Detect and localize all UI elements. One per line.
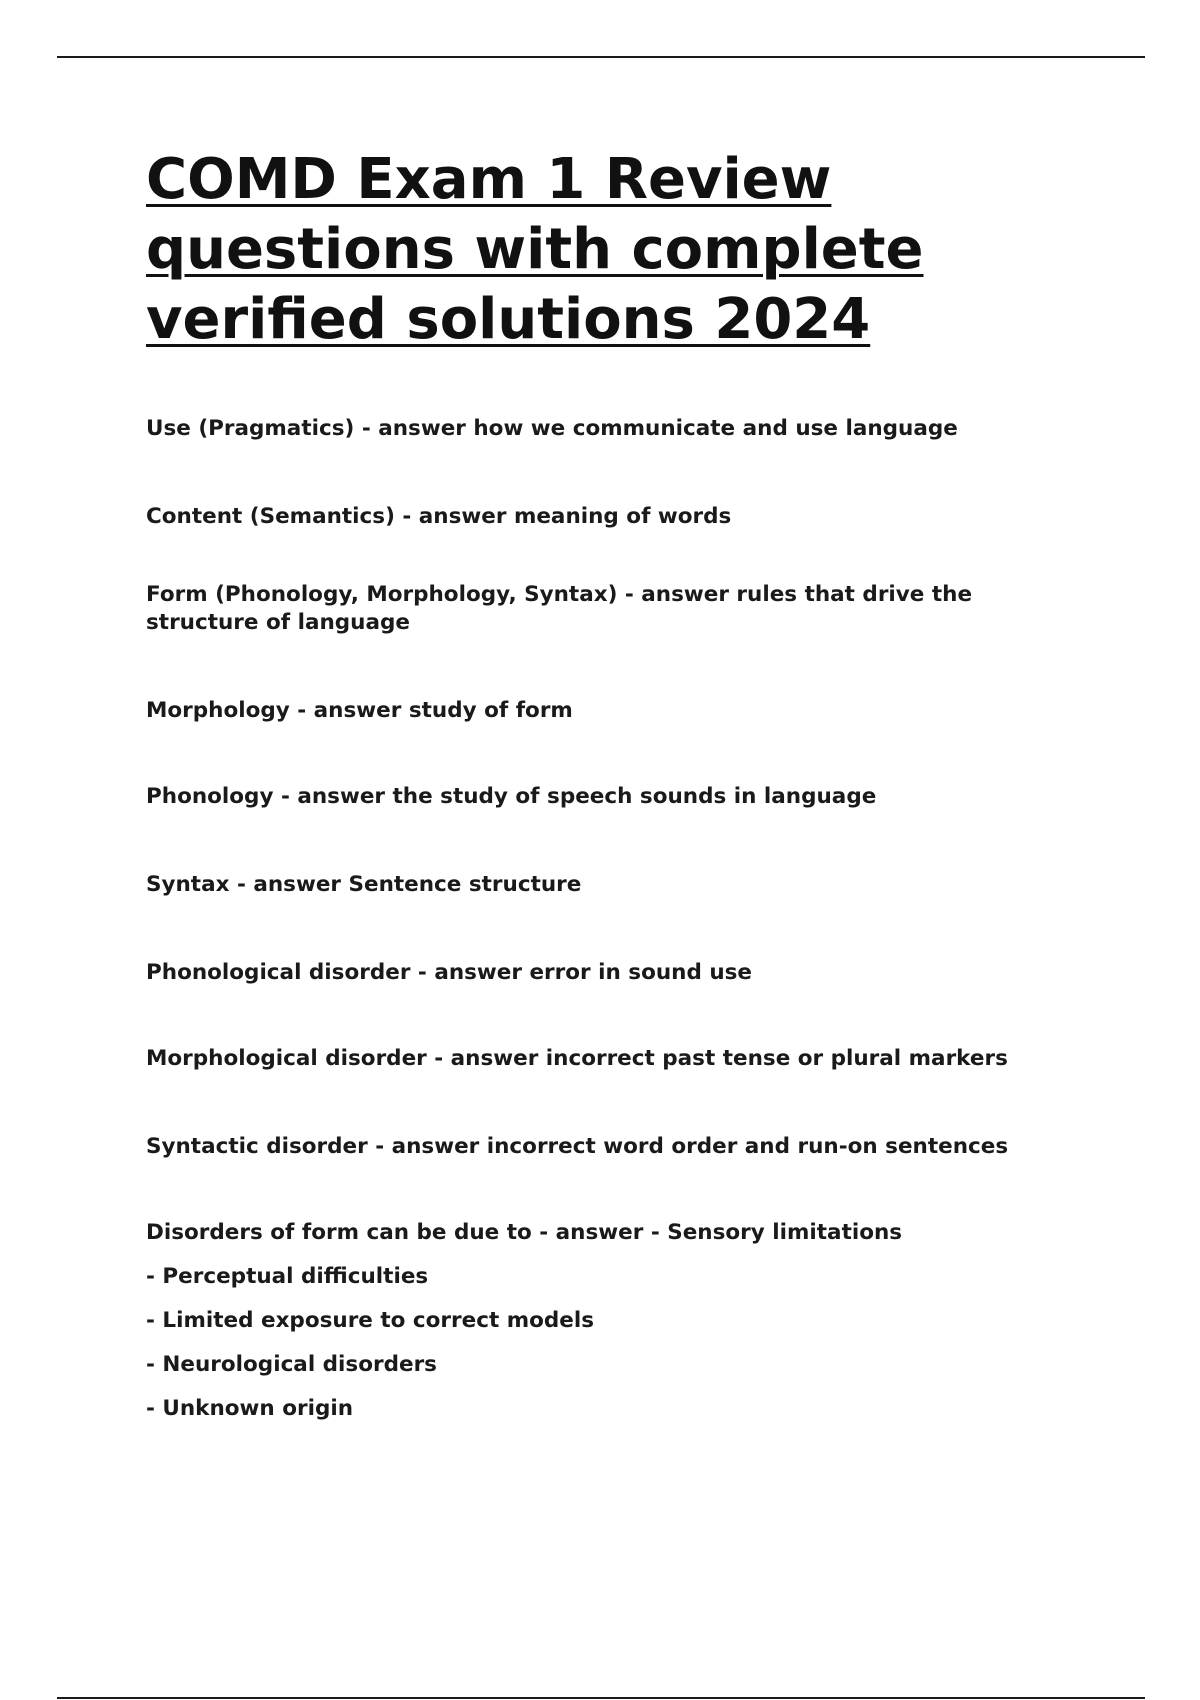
qa-item: [146, 1045, 1076, 1073]
qa-text: Morphology - answer study of form: [146, 698, 573, 723]
qa-text: Use (Pragmatics) - answer how we communicate and use language: [146, 416, 958, 441]
qa-item: [146, 783, 1076, 811]
qa-text: Content (Semantics) - answer meaning of words: [146, 504, 732, 529]
qa-text: Phonological disorder - answer error in sound use: [146, 960, 753, 985]
qa-text: Phonology - answer the study of speech sounds in language: [146, 784, 877, 809]
qa-item: [146, 503, 1076, 531]
document-title: COMD Exam 1 Review questions with complete verified solutions 2024: [146, 147, 924, 352]
qa-item: [146, 959, 1076, 987]
qa-item: [146, 1219, 1076, 1423]
qa-text: Syntactic disorder - answer incorrect word order and run-on sentences: [146, 1134, 1009, 1159]
qa-item: [146, 415, 1076, 443]
qa-item: [146, 581, 1076, 637]
qa-sub-line: - Limited exposure to correct models: [146, 1308, 595, 1333]
qa-text: Morphological disorder - answer incorrect past tense or plural markers: [146, 1046, 1008, 1071]
qa-text: Form (Phonology, Morphology, Syntax) - answer rules that drive the structure of language: [146, 582, 973, 635]
qa-text: Disorders of form can be due to - answer - Sensory limitations: [146, 1220, 903, 1245]
qa-item: [146, 1133, 1076, 1161]
qa-list: [146, 415, 1076, 1423]
document-body: [146, 145, 1076, 1423]
bottom-divider: [57, 1697, 1145, 1699]
qa-item: [146, 697, 1076, 725]
qa-sub-line: - Perceptual difficulties: [146, 1264, 429, 1289]
qa-sub-line: - Neurological disorders: [146, 1352, 437, 1377]
qa-sub-line: - Unknown origin: [146, 1396, 354, 1421]
top-divider: [57, 56, 1145, 58]
qa-text: Syntax - answer Sentence structure: [146, 872, 582, 897]
qa-item: [146, 871, 1076, 899]
